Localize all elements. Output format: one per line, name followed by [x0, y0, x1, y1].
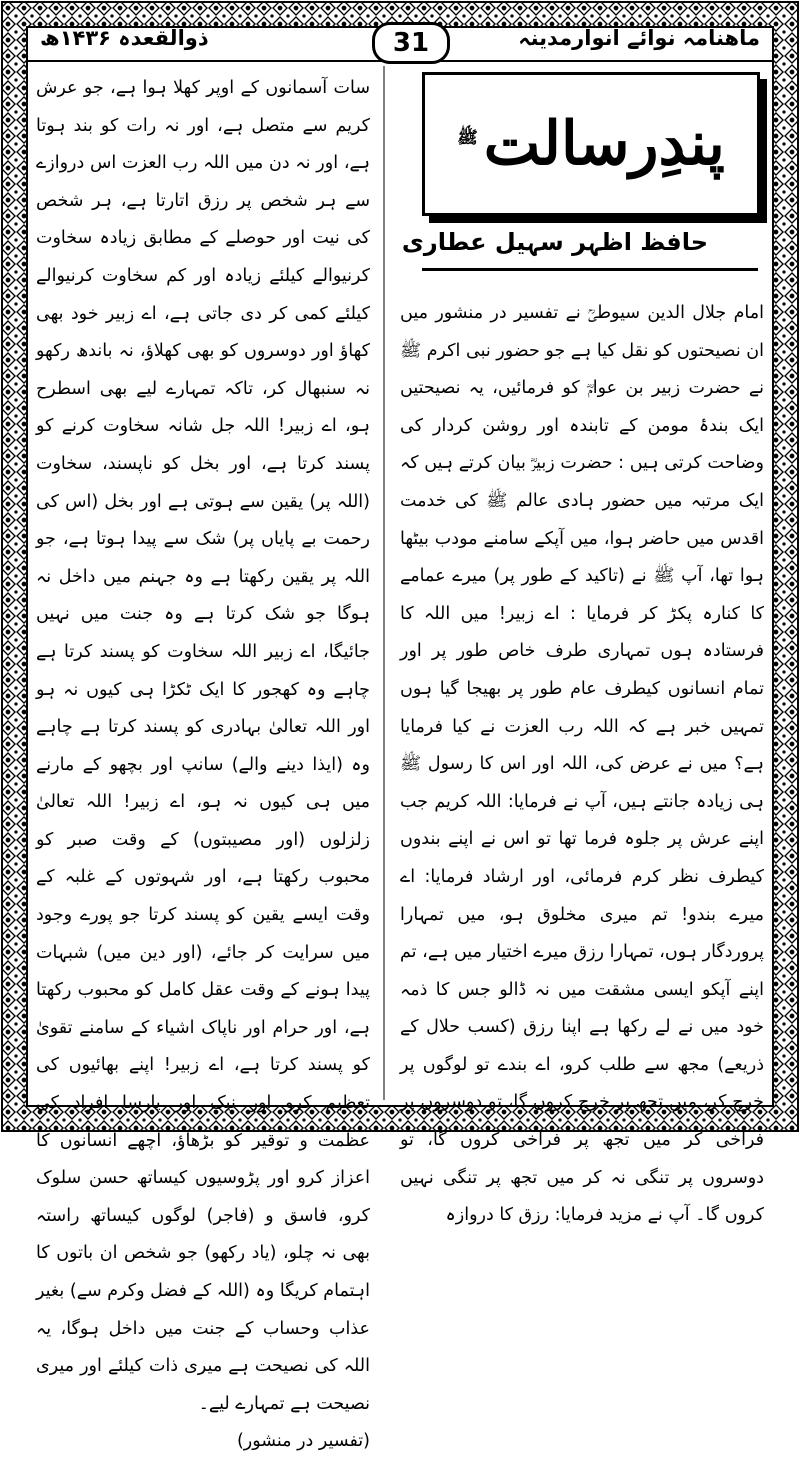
author-underline — [422, 268, 758, 271]
magazine-name: ماھنامہ نوائے انوارمدینہ — [518, 26, 760, 50]
left-column — [36, 70, 370, 1461]
citation: (تفسیر در منشور) — [236, 1431, 370, 1452]
article-title — [457, 109, 725, 179]
author-name: حافظ اظہر سہیل عطاری — [401, 228, 708, 256]
article-title-box — [422, 72, 760, 216]
paragraph: امام جلال الدین سیوطیؒ نے تفسیر در منشور میں ان نصیحتوں کو نقل کیا ہے جو حضور نبی اکرم ﷺ نے حضرت زبیر بن عوامؓ کو فرمائیں، یہ نصیحتیں ایک بندۂ مومن کے تابندہ اور روشن کردار کی وضاحت کرتی ہیں : حضرت زبیرؓ بیان کرتے ہیں کہ ایک مرتبہ میں حضور ہادی عالم ﷺ کی خدمت اقدس میں حاضر ہوا، میں آپکے سامنے مودب بیٹھا ہوا تھا، آپ ﷺ نے (تاکید کے طور پر) میرے عمامے کا کنارہ پکڑ کر فرمایا : اے زبیر! میں اللہ کا فرستادہ ہوں تمہاری طرف خاص طور پر اور تمام انسانوں کیطرف عام طور پر بھیجا گیا ہوں تمہیں خبر ہے کہ اللہ رب العزت نے کیا فرمایا ہے؟ میں نے عرض کی، اللہ اور اس کا رسول ﷺ ہی زیادہ جانتے ہیں، آپ نے فرمایا: اللہ کریم جب اپنے عرش پر جلوہ فرما تھا تو اس نے اپنے بندوں کیطرف نظر کرم فرمائی، اور ارشاد فرمایا: اے میرے بندو! تم میری مخلوق ہو، میں تمہارا پروردگار ہوں، تمہارا رزق میرے اختیار میں ہے، تم اپنے آپکو ایسی مشقت میں نہ ڈالو جس کا ذمہ خود میں نے لے رکھا ہے اپنا رزق (کسب حلال کے ذریعے) مجھ سے طلب کرو، اے بندے تو لوگوں پر خرچ کر، میں تجھ پر خرچ کروں گا، تو دوسروں پر فراخی کر میں تجھ پر فراخی کروں گا، تو دوسروں پر تنگی نہ کر میں تجھ پر تنگی نہیں کروں گا۔ آپ نے مزید فرمایا: رزق کا دروازہ — [400, 303, 764, 1226]
salawat-calligraphy: ﷺ — [457, 128, 478, 148]
page-header — [34, 22, 766, 62]
page-number: 31 — [372, 22, 450, 64]
issue-month: ذوالقعدہ ۱۴۳۶ھ — [40, 26, 209, 50]
right-column — [400, 295, 764, 1235]
paragraph: سات آسمانوں کے اوپر کھلا ہوا ہے، جو عرش کریم سے متصل ہے، اور نہ رات کو بند ہوتا ہے، اور نہ دن میں اللہ رب العزت اس دروازے سے ہر شخص پر رزق اتارتا ہے، ہر شخص کی نیت اور حوصلے کے مطابق زیادہ سخاوت کرنیوالے کیلئے زیادہ اور کم سخاوت کرنیوالے کیلئے کمی کر دی جاتی ہے، اے زبیر خود بھی کھاؤ اور دوسروں کو بھی کھلاؤ، نہ باندھ رکھو نہ سنبھال کر، تاکہ تمہارے لیے بھی اسطرح ہو، اے زبیر! اللہ جل شانہ سخاوت کرنے کو پسند کرتا ہے، اور بخل کو ناپسند، سخاوت (اللہ پر) یقین سے ہوتی ہے اور بخل (اس کی رحمت بے پایاں پر) شک سے پیدا ہوتا ہے، جو اللہ پر یقین رکھتا ہے وہ جہنم میں داخل نہ ہوگا جو شک کرتا ہے وہ جنت میں نہیں جائیگا، اے زبیر اللہ سخاوت کو پسند کرتا ہے چاہے وہ کھجور کا ایک ٹکڑا ہی کیوں نہ ہو اور اللہ تعالیٰ بہادری کو پسند کرتا ہے چاہے وہ (ایذا دینے والے) سانپ اور بچھو کے مارنے میں ہی کیوں نہ ہو، اے زبیر! اللہ تعالیٰ زلزلوں (اور مصیبتوں) کے وقت صبر کو محبوب رکھتا ہے، اور شہوتوں کے غلبہ کے وقت ایسے یقین کو پسند کرتا جو پورے وجود میں سرایت کر جائے، (اور دین میں) شبہات پیدا ہونے کے وقت عقل کامل کو محبوب رکھتا ہے، اور حرام اور ناپاک اشیاء کے سامنے تقویٰ کو پسند کرتا ہے، اے زبیر! اپنے بھائیوں کی تعظیم کرو اور نیک اور پارسا افراد کی عظمت و توقیر کو بڑھاؤ، اچھے انسانوں کا اعزاز کرو اور پڑوسیوں کیساتھ حسن سلوک کرو، فاسق و (فاجر) لوگوں کیساتھ راستہ بھی نہ چلو، (یاد رکھو) جو شخص ان باتوں کا اہتمام کریگا وہ (اللہ کے فضل وکرم سے) بغیر عذاب وحساب کے جنت میں داخل ہوگا، یہ اللہ کی نصیحت ہے میری ذات کیلئے اور میری نصیحت ہے تمہارے لیے۔ — [36, 78, 370, 1414]
title-text: پندِرسالت — [483, 109, 725, 179]
